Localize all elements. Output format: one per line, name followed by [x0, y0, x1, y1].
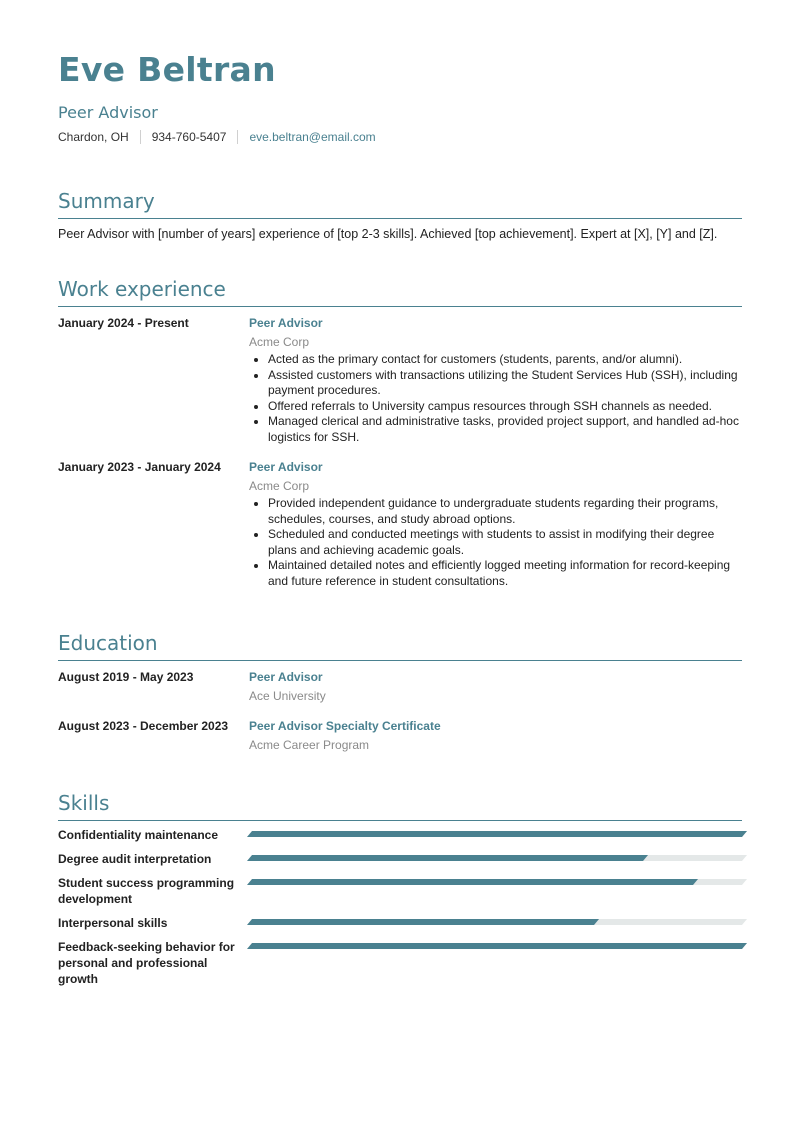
education-entry [58, 718, 742, 753]
skill-level-bar [247, 943, 747, 949]
entry-organization: Acme Corp [249, 335, 310, 349]
job-title: Peer Advisor [58, 103, 158, 122]
work-entry [58, 315, 742, 445]
skill-level-fill [247, 879, 698, 885]
skill-name: Confidentiality maintenance [58, 828, 219, 842]
bullet-item: • Acted as the primary contact for customers (students, parents, and/or alumni). [268, 352, 742, 368]
skill-row [58, 939, 742, 987]
summary-text: Peer Advisor with [number of years] experience of [top 2-3 skills]. Achieved [top achievement]. Expert at [X], [Y] and [Z]. [58, 227, 718, 241]
entry-degree: Peer Advisor [249, 670, 323, 684]
phone: 934-760-5407 [151, 130, 227, 144]
entry-date: August 2023 - December 2023 [58, 719, 229, 733]
entry-body [249, 718, 742, 753]
entry-bullets [249, 352, 742, 445]
education-section [58, 631, 742, 753]
skills-section [58, 791, 742, 987]
bullet-item: • Provided independent guidance to undergraduate students regarding their programs, schedules, courses, and study abroad options. [268, 496, 742, 527]
entry-institution: Ace University [249, 689, 326, 703]
skill-level-fill [247, 831, 747, 837]
skill-row [58, 875, 742, 907]
contact-divider [140, 130, 141, 144]
entry-role: Peer Advisor [249, 460, 323, 474]
email-link[interactable]: eve.beltran@email.com [249, 130, 376, 144]
entry-date: January 2023 - January 2024 [58, 460, 221, 474]
summary-section [58, 189, 742, 243]
work-experience-section [58, 277, 742, 589]
candidate-name: Eve Beltran [58, 50, 276, 89]
section-heading: Education [58, 631, 742, 661]
contact-line [58, 129, 742, 145]
entry-organization: Acme Corp [249, 479, 310, 493]
work-entry [58, 459, 742, 589]
skill-level-bar [247, 879, 747, 885]
bullet-item: • Scheduled and conducted meetings with students to assist in modifying their degree plans and achieving academic goals. [268, 527, 742, 558]
skill-name: Degree audit interpretation [58, 852, 212, 866]
skill-level-fill [247, 855, 648, 861]
skill-row [58, 915, 742, 931]
section-heading: Skills [58, 791, 742, 821]
skill-name: Interpersonal skills [58, 916, 168, 930]
entry-date: August 2019 - May 2023 [58, 670, 194, 684]
skill-level-bar [247, 855, 747, 861]
skills-list [58, 827, 742, 987]
contact-divider [237, 130, 238, 144]
skill-level-bar [247, 831, 747, 837]
skill-level-bar [247, 919, 747, 925]
bullet-item: • Assisted customers with transactions utilizing the Student Services Hub (SSH), including payment procedures. [268, 368, 742, 399]
skill-level-fill [247, 943, 747, 949]
entry-date: January 2024 - Present [58, 316, 189, 330]
bullet-item: • Maintained detailed notes and efficiently logged meeting information for record-keeping and future reference in student consultations. [268, 558, 742, 589]
bullet-item: • Offered referrals to University campus resources through SSH channels as needed. [268, 399, 742, 415]
entry-body [249, 315, 742, 445]
entry-body [249, 459, 742, 589]
entry-institution: Acme Career Program [249, 738, 370, 752]
skill-name: Student success programming development [58, 876, 235, 906]
skill-level-fill [247, 919, 599, 925]
section-heading: Summary [58, 189, 742, 219]
location: Chardon, OH [58, 130, 129, 144]
entry-body [249, 669, 742, 704]
bullet-item: • Managed clerical and administrative tasks, provided project support, and handled ad-hoc logistics for SSH. [268, 414, 742, 445]
skill-row [58, 827, 742, 843]
skill-row [58, 851, 742, 867]
entry-role: Peer Advisor [249, 316, 323, 330]
entry-bullets [249, 496, 742, 589]
section-heading: Work experience [58, 277, 742, 307]
entry-degree: Peer Advisor Specialty Certificate [249, 719, 441, 733]
skill-name: Feedback-seeking behavior for personal and professional growth [58, 940, 235, 986]
education-entry [58, 669, 742, 704]
